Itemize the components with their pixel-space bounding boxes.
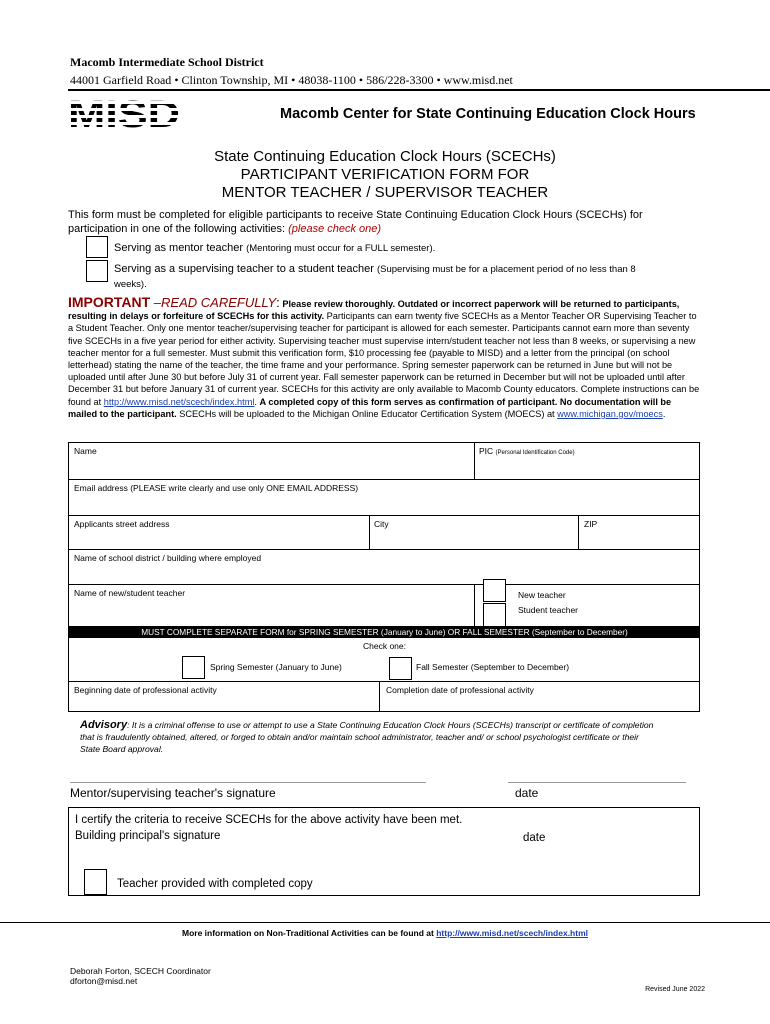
advisory-label: Advisory	[80, 719, 128, 731]
completion-date-field[interactable]	[380, 681, 700, 712]
bullet-icon: •	[291, 73, 299, 87]
bullet-icon: •	[174, 73, 182, 87]
pic-label	[479, 446, 575, 456]
title-line-3: MENTOR TEACHER / SUPERVISOR TEACHER	[221, 184, 549, 201]
certify-text: I certify the criteria to receive SCECHs for the above activity have been met.	[75, 814, 463, 826]
spring-semester-label: Spring Semester (January to June)	[210, 662, 342, 672]
intro-body: This form must be completed for eligible participants to receive State Continuing Education Clock Hours (SCECHs) for participation in one of the following activities:	[68, 209, 643, 235]
option-supervising-label: Serving as a supervising teacher to a student teacher	[114, 263, 374, 275]
instructions-link[interactable]: http://www.misd.net/scech/index.html	[103, 396, 255, 407]
participant-form	[68, 442, 700, 712]
name-label: Name	[74, 446, 97, 456]
advisory-text: : It is a criminal offense to use or attempt to use a State Continuing Education Clock Hours (SCECHs) transcript or certificate of completion that is fraudulently obtained, altered, or forged to obtain and/or maintain school administrator, teacher and/ or school psychologist certificate or their State Board approval.	[80, 720, 654, 754]
important-subheading: –READ CAREFULLY	[150, 295, 277, 310]
semester-banner: MUST COMPLETE SEPARATE FORM for SPRING SEMESTER (January to June) OR FALL SEMESTER (September to December)	[69, 626, 700, 638]
begin-date-field[interactable]	[69, 681, 380, 712]
district-field[interactable]	[69, 550, 700, 585]
mentor-signature-label: Mentor/supervising teacher's signature	[70, 786, 276, 800]
new-teacher-label: New teacher	[518, 590, 566, 600]
mentor-date-line[interactable]	[508, 782, 686, 783]
fall-semester-checkbox[interactable]	[389, 657, 412, 680]
title-line-1: State Continuing Education Clock Hours (SCECHs)	[214, 148, 556, 165]
revised-date: Revised June 2022	[645, 986, 705, 993]
more-info-link[interactable]: http://www.misd.net/scech/index.html	[436, 928, 588, 938]
zip-field[interactable]	[579, 516, 700, 550]
misd-logo	[68, 97, 180, 129]
option-supervising-note: (Supervising must be for a placement period of no less than 8 weeks).	[114, 264, 636, 290]
option-mentor-label: Serving as mentor teacher	[114, 242, 244, 254]
mentor-teacher-checkbox[interactable]	[86, 236, 108, 258]
city-label: City	[374, 519, 389, 529]
misd-logo-svg	[68, 97, 180, 129]
mentor-signature-line[interactable]	[70, 782, 426, 783]
more-info	[0, 928, 770, 938]
address-phone: 586/228-3300	[366, 73, 434, 87]
important-body-1: Participants can earn twenty five SCECHs as a Mentor Teacher OR Supervising Teacher to a Student Teacher. Only one mentor teacher/supervising teacher for participant is allowed for each semester. Participants cannot earn more than seventy five SCECHs in a five year period for either activity. Supervising teacher must supervise intern/student teacher not less than 8 weeks, or supervising a new teacher mentor for a full semester. Must submit this verification form, $10 processing fee (payable to MISD) and a letter from the principal (on school letterhead) stating the name of the teacher, the time frame and your performance. Spring semester paperwork can be returned in June but will not be uploaded until after June 30 but before July 31 of current year. Fall semester paperwork can be returned in December but will not be uploaded until after December 31 but before January 31 of current year. SCECHs for this activity are only available to Macomb County educators. Complete instructions can be found at	[68, 311, 700, 407]
pic-label-note: (Personal Identification Code)	[495, 450, 575, 456]
important-heading: IMPORTANT	[68, 294, 151, 310]
address-zip: 48038-1100	[298, 73, 356, 87]
city-field[interactable]	[370, 516, 579, 550]
mentor-date-label: date	[515, 786, 539, 800]
student-teacher-label: Student teacher	[518, 605, 579, 615]
org-name: Macomb Intermediate School District	[70, 55, 264, 69]
title-line-2: PARTICIPANT VERIFICATION FORM FOR	[240, 166, 530, 183]
teacher-name-label: Name of new/student teacher	[74, 588, 186, 598]
important-bold-1: Please review thoroughly. Outdated or incorrect paperwork will be returned to participants, resulting in delays or forfeiture of SCECHs for this activity.	[68, 299, 680, 322]
student-teacher-checkbox[interactable]	[483, 603, 506, 627]
district-label: Name of school district / building where employed	[74, 553, 262, 563]
name-field[interactable]	[69, 443, 475, 480]
intro-instruction: (please check one)	[288, 223, 382, 235]
important-after-link: .	[254, 396, 260, 407]
principal-signature-label[interactable]: Building principal's signature	[75, 830, 221, 842]
check-one-label: Check one:	[363, 641, 406, 651]
copy-provided-label: Teacher provided with completed copy	[117, 878, 313, 890]
new-teacher-checkbox[interactable]	[483, 579, 506, 602]
email-label: Email address (PLEASE write clearly and use only ONE EMAIL ADDRESS)	[74, 483, 359, 493]
teacher-name-field[interactable]	[69, 585, 475, 626]
more-info-text: More information on Non-Traditional Activities can be found at	[182, 928, 437, 938]
bullet-icon: •	[436, 73, 444, 87]
address-street: 44001 Garfield Road	[70, 73, 172, 87]
important-notice	[68, 296, 702, 420]
intro-text	[68, 208, 698, 236]
fall-semester-label: Fall Semester (September to December)	[416, 662, 570, 672]
copy-provided-checkbox[interactable]	[84, 869, 107, 895]
coordinator-name: Deborah Forton, SCECH Coordinator	[70, 966, 211, 976]
important-body-2: SCECHs will be uploaded to the Michigan Online Educator Certification System (MOECS) at	[176, 408, 558, 419]
pic-field[interactable]	[475, 443, 700, 480]
option-mentor	[114, 242, 435, 254]
bullet-icon: •	[358, 73, 367, 87]
principal-certification-box	[68, 807, 700, 896]
center-name: Macomb Center for State Continuing Education Clock Hours	[280, 106, 696, 122]
footer-rule	[0, 922, 770, 923]
moecs-link[interactable]: www.michigan.gov/moecs	[557, 408, 663, 419]
address-web: www.misd.net	[443, 73, 513, 87]
street-field[interactable]	[69, 516, 370, 550]
form-title	[0, 148, 770, 202]
pic-label-text: PIC	[479, 446, 494, 456]
important-end: .	[662, 408, 666, 419]
principal-date-label[interactable]: date	[523, 832, 546, 844]
header-rule	[68, 89, 770, 91]
important-bold-2: A completed copy of this form serves as confirmation of participant. No documentation will be mailed to the participant.	[68, 396, 672, 419]
begin-date-label: Beginning date of professional activity	[74, 685, 217, 695]
supervising-teacher-checkbox[interactable]	[86, 260, 108, 282]
address-city: Clinton Township, MI	[181, 73, 289, 87]
spring-semester-checkbox[interactable]	[182, 656, 205, 679]
option-mentor-note: (Mentoring must occur for a FULL semester).	[246, 243, 436, 254]
advisory	[80, 719, 660, 755]
coordinator-email: dforton@misd.net	[70, 976, 138, 986]
important-colon: :	[276, 295, 280, 310]
option-supervising	[114, 262, 654, 292]
email-field[interactable]	[69, 480, 700, 516]
zip-label: ZIP	[584, 519, 598, 529]
org-address	[70, 73, 513, 88]
completion-date-label: Completion date of professional activity	[386, 685, 534, 695]
street-label: Applicants street address	[74, 519, 170, 529]
